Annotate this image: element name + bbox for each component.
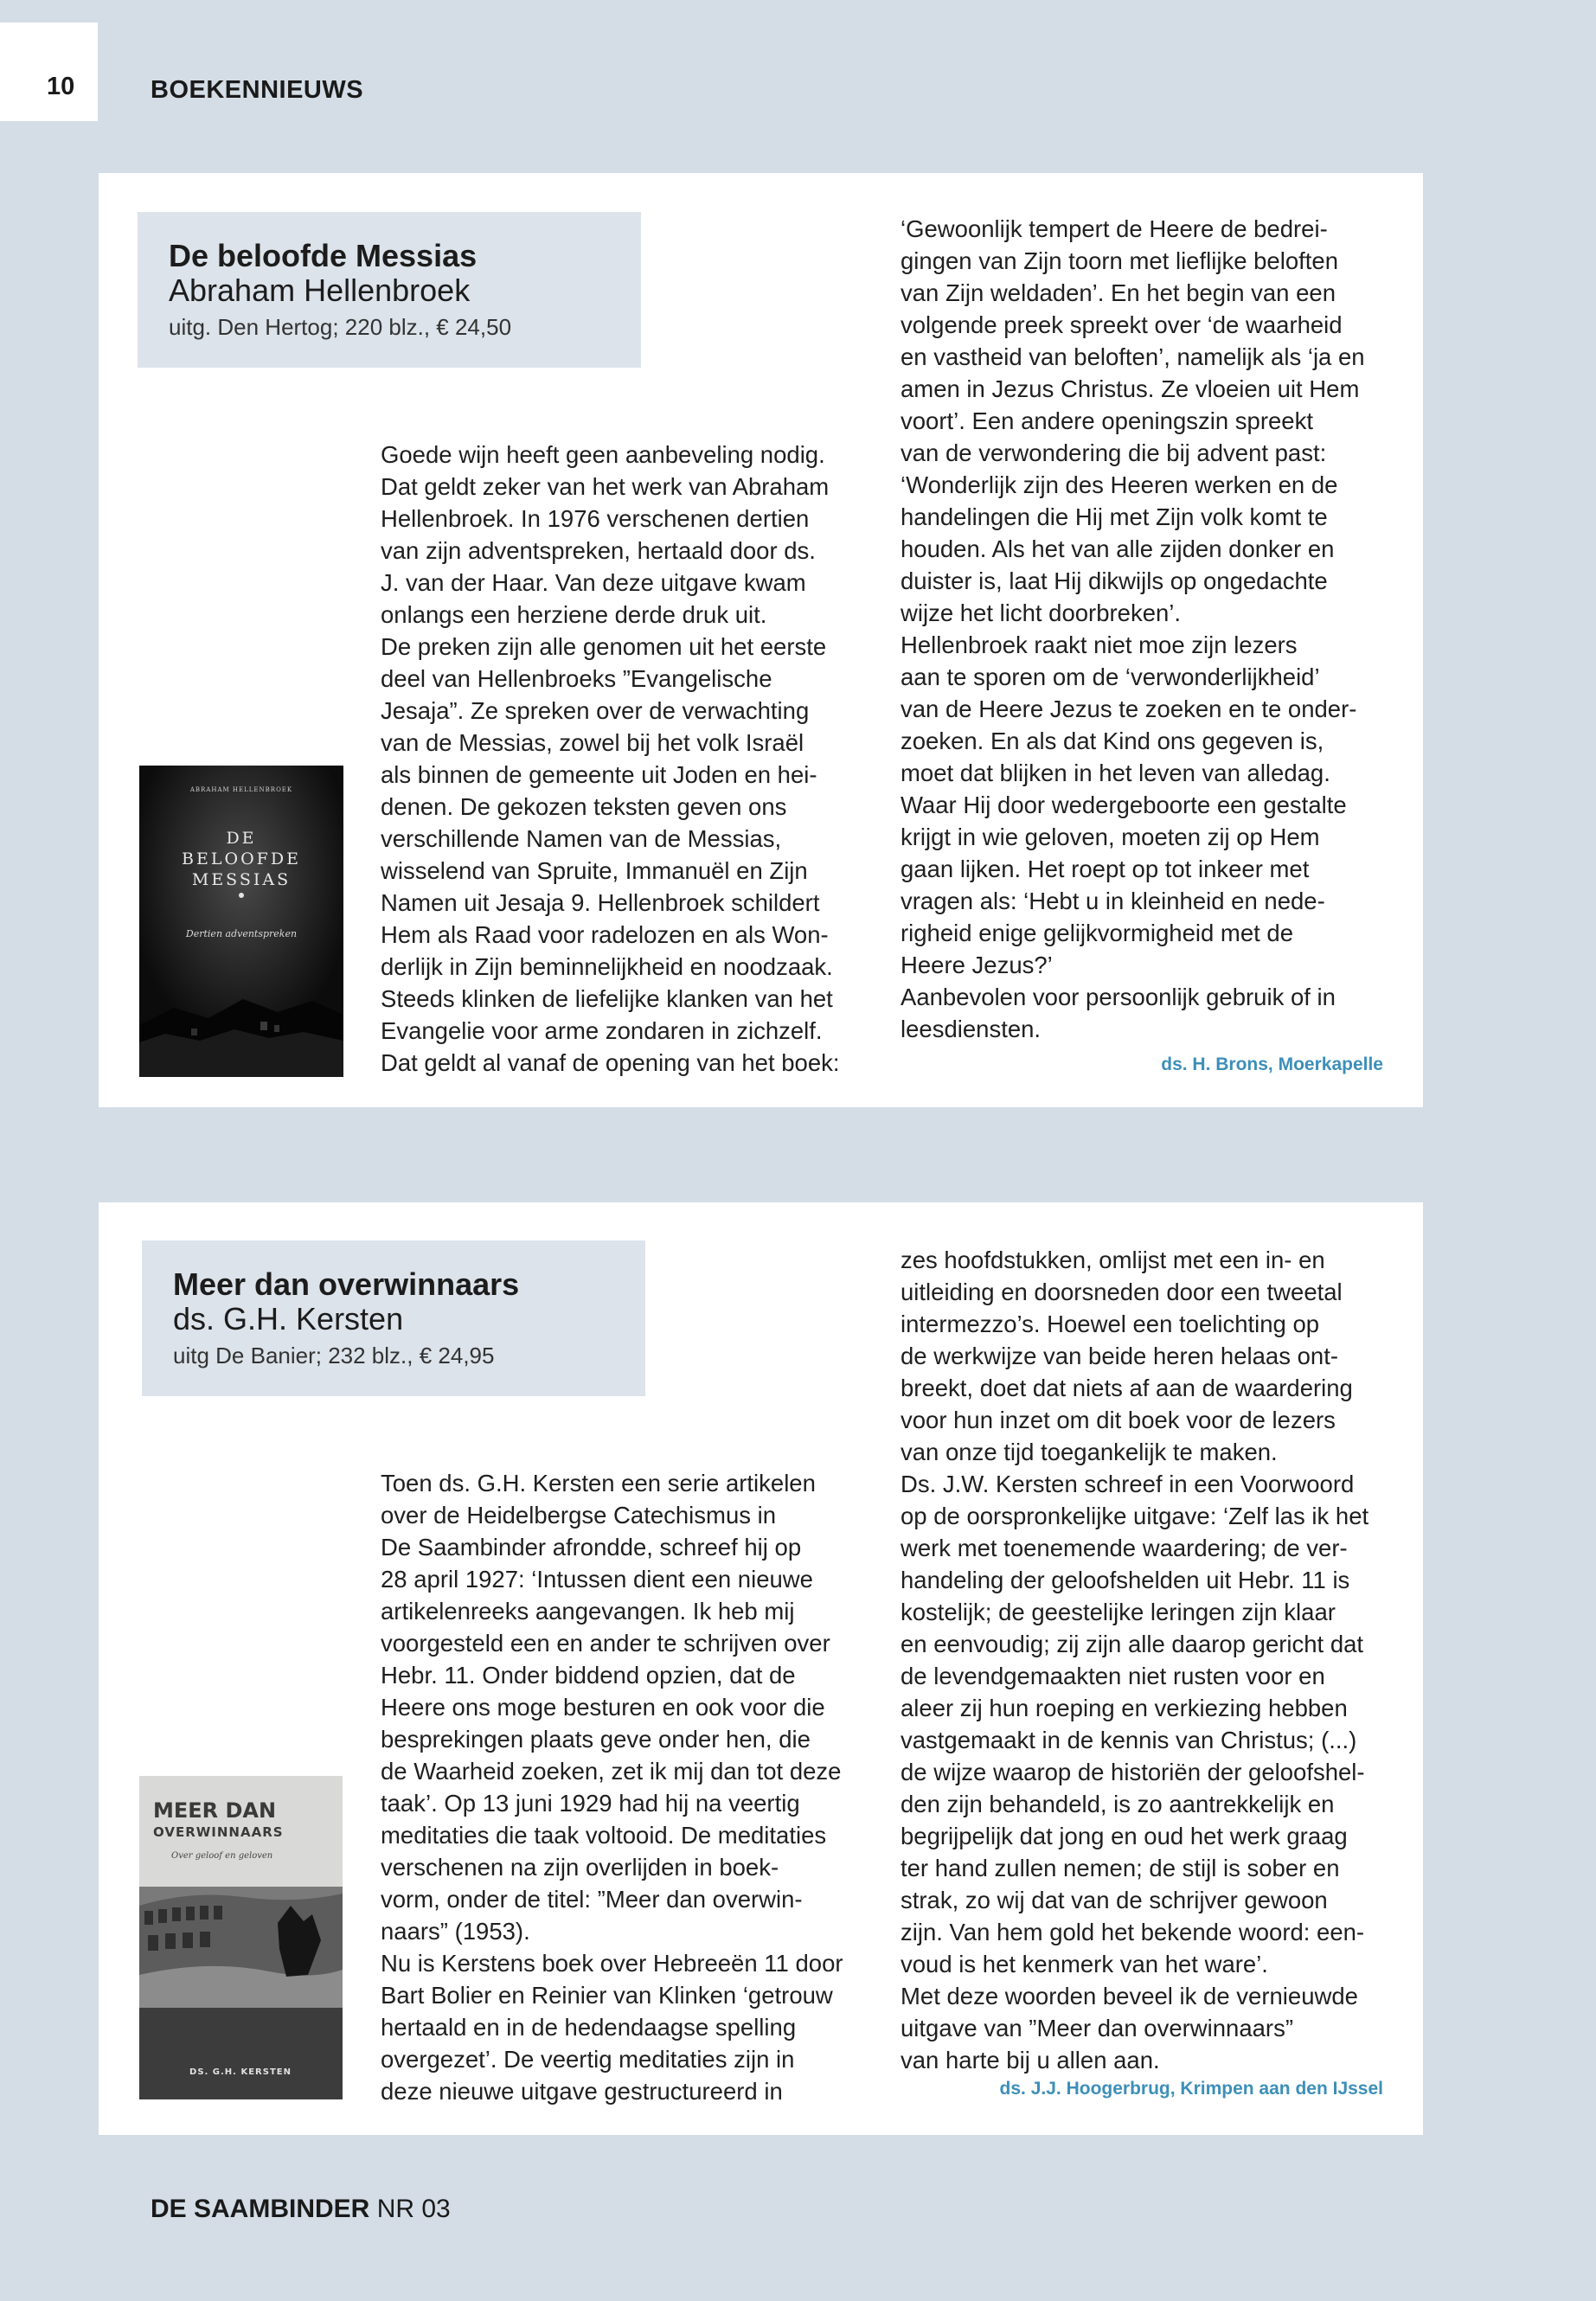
- text-line: Heere ons moge besturen en ook voor die: [381, 1694, 825, 1721]
- text-line: Hem als Raad voor radelozen en als Won-: [381, 921, 829, 948]
- book-cover-meer-dan-overwinnaars: [139, 1776, 343, 2099]
- text-line: de wijze waarop de historiën der geloofshel-: [901, 1759, 1365, 1785]
- text-line: op de oorspronkelijke uitgave: ‘Zelf las ik het: [901, 1503, 1369, 1529]
- text-line: gaan lijken. Het roept op tot inkeer met: [901, 856, 1310, 882]
- text-line: den zijn behandeld, is zo aantrekkelijk en: [901, 1791, 1335, 1817]
- page-number: 10: [47, 73, 75, 100]
- text-line: handeling der geloofshelden uit Hebr. 11 is: [901, 1567, 1350, 1593]
- text-line: taak’. Op 13 juni 1929 had hij na veertig: [381, 1790, 800, 1817]
- text-line: deel van Hellenbroeks ”Evangelische: [381, 665, 772, 692]
- text-line: voorgesteld een en ander te schrijven over: [381, 1630, 830, 1657]
- text-line: Bart Bolier en Reinier van Klinken ‘getrouw: [381, 1982, 833, 2009]
- footer-magazine-name: DE SAAMBINDER: [151, 2195, 370, 2223]
- text-line: Heere Jezus?’: [901, 952, 1053, 978]
- text-line: uitleiding en doorsneden door een tweetal: [901, 1279, 1343, 1305]
- text-line: righeid enige gelijkvormigheid met de: [901, 920, 1294, 946]
- text-line: van harte bij u allen aan.: [901, 2047, 1160, 2073]
- text-line: zijn. Van hem gold het bekende woord: een-: [901, 1919, 1365, 1945]
- text-line: zes hoofdstukken, omlijst met een in- en: [901, 1247, 1325, 1273]
- cover-title-line-1: DE: [226, 829, 257, 848]
- text-line: leesdiensten.: [901, 1016, 1042, 1042]
- text-line: amen in Jezus Christus. Ze vloeien uit Hem: [901, 375, 1360, 402]
- text-line: hertaald en in de hedendaagse spelling: [381, 2014, 797, 2041]
- text-line: Jesaja”. Ze spreken over de verwachting: [381, 697, 810, 724]
- text-line: derlijk in Zijn beminnelijkheid en noodzaak.: [381, 953, 833, 980]
- text-line: Steeds klinken de liefelijke klanken van het: [381, 985, 833, 1012]
- review-card-2: [99, 1202, 1423, 2135]
- text-line: Waar Hij door wedergeboorte een gestalte: [901, 792, 1347, 818]
- text-line: van de verwondering die bij advent past:: [901, 439, 1327, 466]
- text-line: De Saambinder afrondde, schreef hij op: [381, 1534, 802, 1561]
- text-line: uitgave van ”Meer dan overwinnaars”: [901, 2015, 1293, 2041]
- page-number-box: [0, 22, 98, 121]
- text-line: vorm, onder de titel: ”Meer dan overwin-: [381, 1886, 803, 1913]
- text-line: vragen als: ‘Hebt u in kleinheid en nede-: [901, 888, 1325, 914]
- text-line: De preken zijn alle genomen uit het eerste: [381, 633, 827, 660]
- cover-illustration: [139, 766, 343, 1077]
- text-line: wijze het licht doorbreken’.: [901, 599, 1182, 626]
- text-line: Ds. J.W. Kersten schreef in een Voorwoord: [901, 1471, 1355, 1497]
- review-card-1: [99, 173, 1423, 1107]
- text-line: Toen ds. G.H. Kersten een serie artikelen: [381, 1470, 816, 1497]
- review-1-title-box: [138, 212, 641, 368]
- text-line: ‘Gewoonlijk tempert de Heere de bedrei-: [901, 215, 1328, 242]
- cover-author-line: ABRAHAM HELLENBROEK: [189, 786, 293, 793]
- text-line: gingen van Zijn toorn met lieflijke beloften: [901, 247, 1338, 274]
- review-1-book-author: Abraham Hellenbroek: [169, 272, 471, 308]
- text-line: handelingen die Hij met Zijn volk komt te: [901, 503, 1328, 530]
- text-line: voud is het kenmerk van het ware’.: [901, 1951, 1268, 1977]
- review-2-book-title: Meer dan overwinnaars: [173, 1266, 520, 1302]
- text-line: denen. De gekozen teksten geven ons: [381, 793, 787, 820]
- text-line: Nu is Kerstens boek over Hebreeën 11 door: [381, 1950, 843, 1977]
- text-line: volgende preek spreekt over ‘de waarheid: [901, 311, 1343, 338]
- text-line: onlangs een herziene derde druk uit.: [381, 601, 767, 628]
- cover-title-line-3: MESSIAS: [191, 870, 292, 889]
- text-line: deze nieuwe uitgave gestructureerd in: [381, 2078, 783, 2105]
- text-line: ter hand zullen nemen; de stijl is sober en: [901, 1855, 1340, 1881]
- text-line: wisselend van Spruite, Immanuël en Zijn: [381, 857, 808, 884]
- text-line: Aanbevolen voor persoonlijk gebruik of in: [901, 984, 1336, 1010]
- text-line: voor hun inzet om dit boek voor de lezers: [901, 1407, 1336, 1433]
- text-line: verschillende Namen van de Messias,: [381, 825, 782, 852]
- text-line: intermezzo’s. Hoewel een toelichting op: [901, 1311, 1320, 1337]
- cover-author-line: DS. G.H. KERSTEN: [189, 2067, 292, 2077]
- text-line: Goede wijn heeft geen aanbeveling nodig.: [381, 441, 825, 468]
- text-line: Namen uit Jesaja 9. Hellenbroek schildert: [381, 889, 820, 916]
- review-2-text-left: [381, 1467, 865, 2107]
- text-line: duister is, laat Hij dikwijls op ongedachte: [901, 567, 1328, 594]
- text-line: werk met toenemende waardering; de ver-: [901, 1535, 1348, 1561]
- text-line: vastgemaakt in de kennis van Christus; (...): [901, 1727, 1357, 1753]
- text-line: artikelenreeks aangevangen. Ik heb mij: [381, 1598, 795, 1625]
- text-line: en eenvoudig; zij zijn alle daarop gericht dat: [901, 1631, 1364, 1657]
- review-1-book-publisher: uitg. Den Hertog; 220 blz., € 24,50: [169, 314, 512, 340]
- text-line: van de Heere Jezus te zoeken en te onder-: [901, 695, 1357, 722]
- text-line: als binnen de gemeente uit Joden en hei-: [381, 761, 817, 788]
- text-line: van zijn adventspreken, hertaald door ds.: [381, 537, 816, 564]
- page-footer: [151, 2195, 451, 2224]
- text-line: Dat geldt al vanaf de opening van het boek:: [381, 1049, 840, 1076]
- text-line: van de Messias, zowel bij het volk Israël: [381, 729, 804, 756]
- review-2-title-box: [142, 1240, 645, 1396]
- footer-issue: NR 03: [376, 2195, 451, 2223]
- cover-subtitle: Dertien adventspreken: [185, 928, 298, 939]
- text-line: verschenen na zijn overlijden in boek-: [381, 1854, 779, 1881]
- text-line: 28 april 1927: ‘Intussen dient een nieuwe: [381, 1566, 813, 1593]
- text-line: voort’. Een andere openingszin spreekt: [901, 407, 1313, 434]
- cover-title-line-2: BELOOFDE: [182, 849, 301, 868]
- cover-title-line-1: MEER DAN: [153, 1798, 277, 1823]
- text-line: naars” (1953).: [381, 1918, 530, 1945]
- text-line: J. van der Haar. Van deze uitgave kwam: [381, 569, 806, 596]
- review-2-book-publisher: uitg De Banier; 232 blz., € 24,95: [173, 1343, 495, 1368]
- text-line: krijgt in wie geloven, moeten zij op Hem: [901, 824, 1320, 850]
- text-line: strak, zo wij dat van de schrijver gewoon: [901, 1887, 1328, 1913]
- review-1-book-title: De beloofde Messias: [169, 238, 478, 273]
- text-line: begrijpelijk dat jong en oud het werk graag: [901, 1823, 1348, 1849]
- text-line: kostelijk; de geestelijke leringen zijn klaar: [901, 1599, 1336, 1625]
- text-line: ‘Wonderlijk zijn des Heeren werken en de: [901, 471, 1338, 498]
- text-line: Hellenbroek raakt niet moe zijn lezers: [901, 631, 1298, 658]
- text-line: houden. Als het van alle zijden donker en: [901, 535, 1335, 562]
- text-line: van Zijn weldaden’. En het begin van een: [901, 279, 1336, 306]
- text-line: Hebr. 11. Onder biddend opzien, dat de: [381, 1662, 796, 1689]
- text-line: en vastheid van beloften’, namelijk als ‘ja en: [901, 343, 1365, 370]
- text-line: van onze tijd toegankelijk te maken.: [901, 1439, 1278, 1465]
- review-1-signature: ds. H. Brons, Moerkapelle: [1161, 1054, 1383, 1074]
- text-line: breekt, doet dat niets af aan de waardering: [901, 1375, 1353, 1401]
- cover-subtitle: Over geloof en geloven: [171, 1851, 273, 1861]
- text-line: overgezet’. De veertig meditaties zijn in: [381, 2046, 795, 2073]
- review-1-text-left: [381, 439, 865, 1079]
- text-line: zoeken. En als dat Kind ons gegeven is,: [901, 727, 1324, 754]
- text-line: over de Heidelbergse Catechismus in: [381, 1502, 777, 1529]
- text-line: de Waarheid zoeken, zet ik mij dan tot deze: [381, 1758, 842, 1785]
- text-line: de levendgemaakten niet rusten voor en: [901, 1663, 1325, 1689]
- text-line: aan te sporen om de ‘verwonderlijkheid’: [901, 663, 1320, 690]
- review-1-text-right: [901, 213, 1385, 1045]
- review-2-book-author: ds. G.H. Kersten: [173, 1301, 404, 1336]
- review-2-text-right: [901, 1244, 1402, 2076]
- text-line: besprekingen plaats geve onder hen, die: [381, 1726, 811, 1753]
- review-2-signature: ds. J.J. Hoogerbrug, Krimpen aan den IJssel: [999, 2079, 1383, 2099]
- section-title: BOEKENNIEUWS: [151, 76, 364, 104]
- cover-title-line-2: OVERWINNAARS: [153, 1824, 284, 1840]
- text-line: Hellenbroek. In 1976 verschenen dertien: [381, 505, 810, 532]
- text-line: Met deze woorden beveel ik de vernieuwde: [901, 1983, 1358, 2009]
- text-line: meditaties die taak voltooid. De meditaties: [381, 1822, 827, 1849]
- cover-illustration: [139, 1776, 343, 2099]
- text-line: moet dat blijken in het leven van alledag.: [901, 760, 1330, 786]
- text-line: aleer zij hun roeping en verkiezing hebben: [901, 1695, 1348, 1721]
- text-line: de werkwijze van beide heren helaas ont-: [901, 1343, 1338, 1369]
- text-line: Evangelie voor arme zondaren in zichzelf.: [381, 1017, 823, 1044]
- book-cover-de-beloofde-messias: [139, 766, 343, 1077]
- text-line: Dat geldt zeker van het werk van Abraham: [381, 473, 830, 500]
